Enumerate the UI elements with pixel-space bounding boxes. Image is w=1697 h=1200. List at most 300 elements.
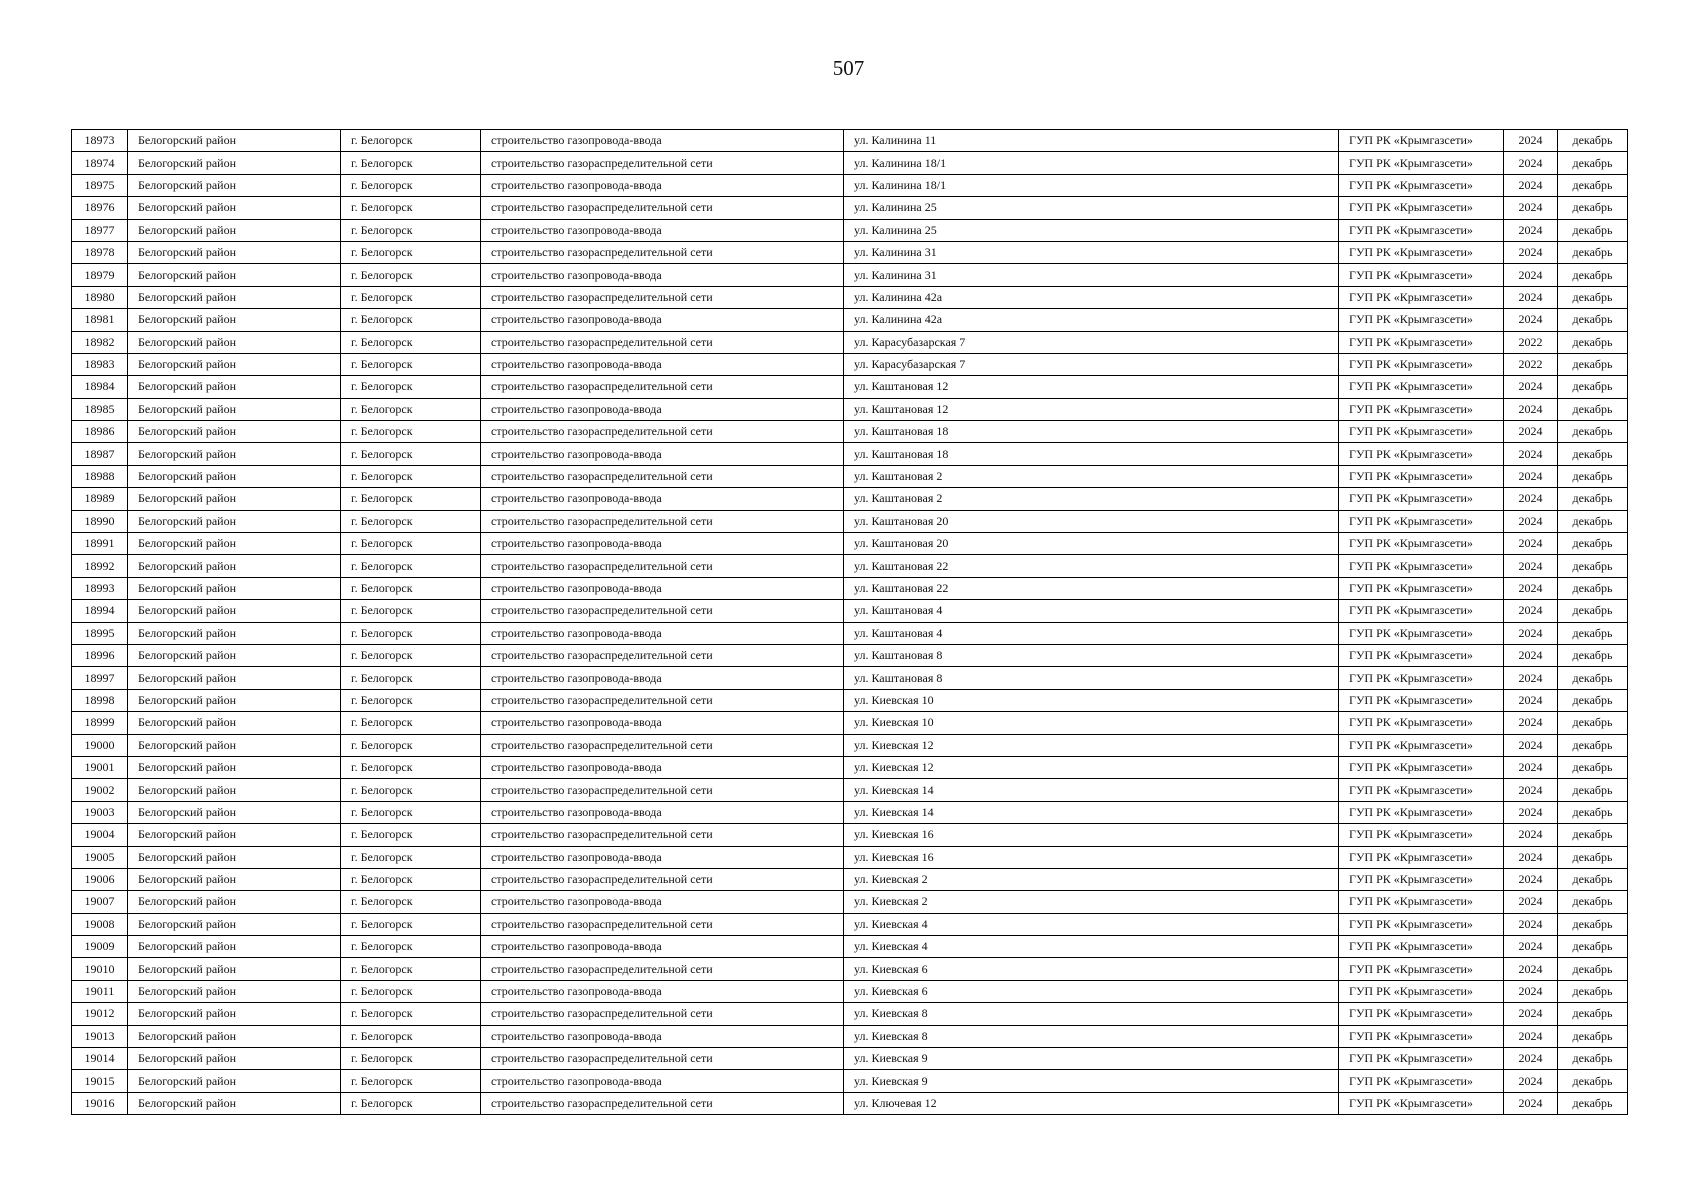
year-cell: 2024	[1504, 309, 1558, 331]
page-number: 507	[832, 56, 865, 80]
work-type-cell: строительство газопровода-ввода	[481, 219, 844, 241]
month-cell: декабрь	[1558, 309, 1628, 331]
row-number-cell: 19006	[72, 868, 128, 890]
work-type-cell: строительство газопровода-ввода	[481, 353, 844, 375]
table-row	[72, 846, 1628, 868]
address-cell: ул. Киевская 8	[844, 1003, 1339, 1025]
year-cell: 2024	[1504, 779, 1558, 801]
district-cell: Белогорский район	[128, 376, 341, 398]
table-row	[72, 309, 1628, 331]
district-cell: Белогорский район	[128, 421, 341, 443]
table-row	[72, 868, 1628, 890]
work-type-cell: строительство газопровода-ввода	[481, 577, 844, 599]
year-cell: 2024	[1504, 958, 1558, 980]
contractor-cell: ГУП РК «Крымгазсети»	[1339, 891, 1504, 913]
row-number-cell: 19003	[72, 801, 128, 823]
settlement-cell: г. Белогорск	[341, 891, 481, 913]
table-row	[72, 353, 1628, 375]
month-cell: декабрь	[1558, 398, 1628, 420]
district-cell: Белогорский район	[128, 510, 341, 532]
year-cell: 2024	[1504, 734, 1558, 756]
contractor-cell: ГУП РК «Крымгазсети»	[1339, 331, 1504, 353]
row-number-cell: 19007	[72, 891, 128, 913]
settlement-cell: г. Белогорск	[341, 1092, 481, 1114]
year-cell: 2024	[1504, 868, 1558, 890]
district-cell: Белогорский район	[128, 353, 341, 375]
table-row	[72, 1003, 1628, 1025]
district-cell: Белогорский район	[128, 1048, 341, 1070]
table-row	[72, 958, 1628, 980]
settlement-cell: г. Белогорск	[341, 1070, 481, 1092]
address-cell: ул. Киевская 9	[844, 1070, 1339, 1092]
contractor-cell: ГУП РК «Крымгазсети»	[1339, 197, 1504, 219]
district-cell: Белогорский район	[128, 1070, 341, 1092]
year-cell: 2024	[1504, 174, 1558, 196]
row-number-cell: 18974	[72, 152, 128, 174]
work-type-cell: строительство газораспределительной сети	[481, 376, 844, 398]
work-type-cell: строительство газопровода-ввода	[481, 667, 844, 689]
work-type-cell: строительство газопровода-ввода	[481, 488, 844, 510]
district-cell: Белогорский район	[128, 398, 341, 420]
table-row	[72, 600, 1628, 622]
table-row	[72, 130, 1628, 152]
contractor-cell: ГУП РК «Крымгазсети»	[1339, 555, 1504, 577]
row-number-cell: 19001	[72, 756, 128, 778]
address-cell: ул. Киевская 9	[844, 1048, 1339, 1070]
table-row	[72, 936, 1628, 958]
row-number-cell: 18990	[72, 510, 128, 532]
work-type-cell: строительство газораспределительной сети	[481, 779, 844, 801]
work-type-cell: строительство газопровода-ввода	[481, 936, 844, 958]
address-cell: ул. Карасубазарская 7	[844, 353, 1339, 375]
work-type-cell: строительство газопровода-ввода	[481, 756, 844, 778]
address-cell: ул. Каштановая 8	[844, 644, 1339, 666]
row-number-cell: 19009	[72, 936, 128, 958]
contractor-cell: ГУП РК «Крымгазсети»	[1339, 846, 1504, 868]
month-cell: декабрь	[1558, 1092, 1628, 1114]
work-type-cell: строительство газораспределительной сети	[481, 197, 844, 219]
table-row	[72, 286, 1628, 308]
row-number-cell: 19011	[72, 980, 128, 1002]
contractor-cell: ГУП РК «Крымгазсети»	[1339, 376, 1504, 398]
row-number-cell: 18973	[72, 130, 128, 152]
settlement-cell: г. Белогорск	[341, 152, 481, 174]
settlement-cell: г. Белогорск	[341, 980, 481, 1002]
table-row	[72, 891, 1628, 913]
year-cell: 2024	[1504, 913, 1558, 935]
work-type-cell: строительство газопровода-ввода	[481, 130, 844, 152]
row-number-cell: 19013	[72, 1025, 128, 1047]
work-type-cell: строительство газопровода-ввода	[481, 1070, 844, 1092]
month-cell: декабрь	[1558, 533, 1628, 555]
work-type-cell: строительство газораспределительной сети	[481, 1003, 844, 1025]
work-type-cell: строительство газопровода-ввода	[481, 622, 844, 644]
year-cell: 2024	[1504, 622, 1558, 644]
row-number-cell: 18981	[72, 309, 128, 331]
address-cell: ул. Каштановая 20	[844, 533, 1339, 555]
district-cell: Белогорский район	[128, 644, 341, 666]
year-cell: 2024	[1504, 1092, 1558, 1114]
table-row	[72, 510, 1628, 532]
row-number-cell: 18988	[72, 465, 128, 487]
settlement-cell: г. Белогорск	[341, 130, 481, 152]
month-cell: декабрь	[1558, 465, 1628, 487]
table-row	[72, 1092, 1628, 1114]
district-cell: Белогорский район	[128, 801, 341, 823]
settlement-cell: г. Белогорск	[341, 219, 481, 241]
row-number-cell: 18989	[72, 488, 128, 510]
row-number-cell: 18975	[72, 174, 128, 196]
work-type-cell: строительство газораспределительной сети	[481, 241, 844, 263]
table-body	[72, 130, 1628, 1115]
table-row	[72, 555, 1628, 577]
address-cell: ул. Киевская 12	[844, 734, 1339, 756]
contractor-cell: ГУП РК «Крымгазсети»	[1339, 398, 1504, 420]
work-type-cell: строительство газораспределительной сети	[481, 689, 844, 711]
year-cell: 2024	[1504, 264, 1558, 286]
row-number-cell: 18983	[72, 353, 128, 375]
year-cell: 2024	[1504, 533, 1558, 555]
district-cell: Белогорский район	[128, 264, 341, 286]
district-cell: Белогорский район	[128, 533, 341, 555]
row-number-cell: 18995	[72, 622, 128, 644]
settlement-cell: г. Белогорск	[341, 846, 481, 868]
table-row	[72, 779, 1628, 801]
work-type-cell: строительство газопровода-ввода	[481, 846, 844, 868]
district-cell: Белогорский район	[128, 980, 341, 1002]
contractor-cell: ГУП РК «Крымгазсети»	[1339, 488, 1504, 510]
address-cell: ул. Калинина 42а	[844, 309, 1339, 331]
year-cell: 2024	[1504, 712, 1558, 734]
district-cell: Белогорский район	[128, 667, 341, 689]
address-cell: ул. Каштановая 4	[844, 622, 1339, 644]
year-cell: 2024	[1504, 1025, 1558, 1047]
address-cell: ул. Киевская 14	[844, 801, 1339, 823]
row-number-cell: 19014	[72, 1048, 128, 1070]
contractor-cell: ГУП РК «Крымгазсети»	[1339, 622, 1504, 644]
district-cell: Белогорский район	[128, 936, 341, 958]
table-row	[72, 1048, 1628, 1070]
month-cell: декабрь	[1558, 644, 1628, 666]
month-cell: декабрь	[1558, 510, 1628, 532]
year-cell: 2024	[1504, 1048, 1558, 1070]
settlement-cell: г. Белогорск	[341, 488, 481, 510]
table-row	[72, 801, 1628, 823]
year-cell: 2022	[1504, 353, 1558, 375]
address-cell: ул. Каштановая 18	[844, 443, 1339, 465]
work-type-cell: строительство газораспределительной сети	[481, 1048, 844, 1070]
contractor-cell: ГУП РК «Крымгазсети»	[1339, 600, 1504, 622]
contractor-cell: ГУП РК «Крымгазсети»	[1339, 1048, 1504, 1070]
table-row	[72, 152, 1628, 174]
work-type-cell: строительство газораспределительной сети	[481, 868, 844, 890]
row-number-cell: 18980	[72, 286, 128, 308]
settlement-cell: г. Белогорск	[341, 577, 481, 599]
table-row	[72, 913, 1628, 935]
district-cell: Белогорский район	[128, 689, 341, 711]
row-number-cell: 18982	[72, 331, 128, 353]
district-cell: Белогорский район	[128, 958, 341, 980]
settlement-cell: г. Белогорск	[341, 734, 481, 756]
month-cell: декабрь	[1558, 1025, 1628, 1047]
month-cell: декабрь	[1558, 152, 1628, 174]
address-cell: ул. Киевская 14	[844, 779, 1339, 801]
contractor-cell: ГУП РК «Крымгазсети»	[1339, 913, 1504, 935]
address-cell: ул. Каштановая 22	[844, 555, 1339, 577]
settlement-cell: г. Белогорск	[341, 779, 481, 801]
district-cell: Белогорский район	[128, 913, 341, 935]
year-cell: 2024	[1504, 846, 1558, 868]
settlement-cell: г. Белогорск	[341, 286, 481, 308]
table-row	[72, 756, 1628, 778]
work-type-cell: строительство газопровода-ввода	[481, 801, 844, 823]
table-row	[72, 689, 1628, 711]
month-cell: декабрь	[1558, 913, 1628, 935]
table-row	[72, 241, 1628, 263]
row-number-cell: 18996	[72, 644, 128, 666]
table-row	[72, 488, 1628, 510]
settlement-cell: г. Белогорск	[341, 689, 481, 711]
settlement-cell: г. Белогорск	[341, 1003, 481, 1025]
address-cell: ул. Каштановая 8	[844, 667, 1339, 689]
table-row	[72, 264, 1628, 286]
settlement-cell: г. Белогорск	[341, 801, 481, 823]
contractor-cell: ГУП РК «Крымгазсети»	[1339, 801, 1504, 823]
row-number-cell: 18978	[72, 241, 128, 263]
district-cell: Белогорский район	[128, 600, 341, 622]
year-cell: 2024	[1504, 421, 1558, 443]
settlement-cell: г. Белогорск	[341, 241, 481, 263]
contractor-cell: ГУП РК «Крымгазсети»	[1339, 443, 1504, 465]
settlement-cell: г. Белогорск	[341, 913, 481, 935]
year-cell: 2024	[1504, 801, 1558, 823]
work-type-cell: строительство газораспределительной сети	[481, 1092, 844, 1114]
month-cell: декабрь	[1558, 241, 1628, 263]
table-row	[72, 712, 1628, 734]
row-number-cell: 18976	[72, 197, 128, 219]
district-cell: Белогорский район	[128, 219, 341, 241]
contractor-cell: ГУП РК «Крымгазсети»	[1339, 958, 1504, 980]
row-number-cell: 19016	[72, 1092, 128, 1114]
row-number-cell: 18992	[72, 555, 128, 577]
settlement-cell: г. Белогорск	[341, 309, 481, 331]
year-cell: 2024	[1504, 936, 1558, 958]
address-cell: ул. Киевская 10	[844, 712, 1339, 734]
address-cell: ул. Каштановая 20	[844, 510, 1339, 532]
row-number-cell: 18984	[72, 376, 128, 398]
settlement-cell: г. Белогорск	[341, 510, 481, 532]
month-cell: декабрь	[1558, 286, 1628, 308]
table-row	[72, 443, 1628, 465]
contractor-cell: ГУП РК «Крымгазсети»	[1339, 980, 1504, 1002]
work-type-cell: строительство газопровода-ввода	[481, 398, 844, 420]
contractor-cell: ГУП РК «Крымгазсети»	[1339, 264, 1504, 286]
month-cell: декабрь	[1558, 376, 1628, 398]
contractor-cell: ГУП РК «Крымгазсети»	[1339, 689, 1504, 711]
contractor-cell: ГУП РК «Крымгазсети»	[1339, 533, 1504, 555]
year-cell: 2024	[1504, 510, 1558, 532]
row-number-cell: 18986	[72, 421, 128, 443]
table-row	[72, 398, 1628, 420]
work-type-cell: строительство газопровода-ввода	[481, 533, 844, 555]
month-cell: декабрь	[1558, 936, 1628, 958]
settlement-cell: г. Белогорск	[341, 1025, 481, 1047]
month-cell: декабрь	[1558, 130, 1628, 152]
settlement-cell: г. Белогорск	[341, 1048, 481, 1070]
row-number-cell: 19010	[72, 958, 128, 980]
settlement-cell: г. Белогорск	[341, 644, 481, 666]
address-cell: ул. Калинина 18/1	[844, 152, 1339, 174]
month-cell: декабрь	[1558, 197, 1628, 219]
year-cell: 2024	[1504, 465, 1558, 487]
address-cell: ул. Карасубазарская 7	[844, 331, 1339, 353]
contractor-cell: ГУП РК «Крымгазсети»	[1339, 824, 1504, 846]
year-cell: 2024	[1504, 398, 1558, 420]
settlement-cell: г. Белогорск	[341, 465, 481, 487]
contractor-cell: ГУП РК «Крымгазсети»	[1339, 734, 1504, 756]
work-type-cell: строительство газопровода-ввода	[481, 980, 844, 1002]
month-cell: декабрь	[1558, 958, 1628, 980]
work-type-cell: строительство газопровода-ввода	[481, 264, 844, 286]
contractor-cell: ГУП РК «Крымгазсети»	[1339, 219, 1504, 241]
address-cell: ул. Калинина 25	[844, 219, 1339, 241]
table-row	[72, 577, 1628, 599]
settlement-cell: г. Белогорск	[341, 600, 481, 622]
month-cell: декабрь	[1558, 555, 1628, 577]
table-row	[72, 1070, 1628, 1092]
address-cell: ул. Киевская 16	[844, 846, 1339, 868]
work-type-cell: строительство газораспределительной сети	[481, 555, 844, 577]
year-cell: 2024	[1504, 1003, 1558, 1025]
month-cell: декабрь	[1558, 801, 1628, 823]
district-cell: Белогорский район	[128, 286, 341, 308]
table-row	[72, 219, 1628, 241]
work-type-cell: строительство газопровода-ввода	[481, 712, 844, 734]
address-cell: ул. Киевская 2	[844, 891, 1339, 913]
year-cell: 2022	[1504, 331, 1558, 353]
year-cell: 2024	[1504, 980, 1558, 1002]
month-cell: декабрь	[1558, 756, 1628, 778]
table-row	[72, 734, 1628, 756]
settlement-cell: г. Белогорск	[341, 174, 481, 196]
row-number-cell: 18999	[72, 712, 128, 734]
work-type-cell: строительство газораспределительной сети	[481, 331, 844, 353]
table-row	[72, 667, 1628, 689]
month-cell: декабрь	[1558, 980, 1628, 1002]
row-number-cell: 18993	[72, 577, 128, 599]
contractor-cell: ГУП РК «Крымгазсети»	[1339, 510, 1504, 532]
address-cell: ул. Калинина 25	[844, 197, 1339, 219]
settlement-cell: г. Белогорск	[341, 443, 481, 465]
year-cell: 2024	[1504, 891, 1558, 913]
settlement-cell: г. Белогорск	[341, 756, 481, 778]
month-cell: декабрь	[1558, 331, 1628, 353]
district-cell: Белогорский район	[128, 824, 341, 846]
address-cell: ул. Калинина 18/1	[844, 174, 1339, 196]
year-cell: 2024	[1504, 376, 1558, 398]
contractor-cell: ГУП РК «Крымгазсети»	[1339, 779, 1504, 801]
month-cell: декабрь	[1558, 1048, 1628, 1070]
settlement-cell: г. Белогорск	[341, 353, 481, 375]
contractor-cell: ГУП РК «Крымгазсети»	[1339, 286, 1504, 308]
district-cell: Белогорский район	[128, 1092, 341, 1114]
district-cell: Белогорский район	[128, 779, 341, 801]
district-cell: Белогорский район	[128, 130, 341, 152]
month-cell: декабрь	[1558, 1070, 1628, 1092]
address-cell: ул. Калинина 31	[844, 264, 1339, 286]
work-type-cell: строительство газораспределительной сети	[481, 644, 844, 666]
table-row	[72, 622, 1628, 644]
table-row	[72, 533, 1628, 555]
year-cell: 2024	[1504, 667, 1558, 689]
work-type-cell: строительство газораспределительной сети	[481, 510, 844, 532]
work-type-cell: строительство газораспределительной сети	[481, 913, 844, 935]
district-cell: Белогорский район	[128, 197, 341, 219]
row-number-cell: 18998	[72, 689, 128, 711]
row-number-cell: 18977	[72, 219, 128, 241]
work-type-cell: строительство газопровода-ввода	[481, 174, 844, 196]
settlement-cell: г. Белогорск	[341, 421, 481, 443]
contractor-cell: ГУП РК «Крымгазсети»	[1339, 353, 1504, 375]
settlement-cell: г. Белогорск	[341, 197, 481, 219]
work-type-cell: строительство газораспределительной сети	[481, 734, 844, 756]
contractor-cell: ГУП РК «Крымгазсети»	[1339, 868, 1504, 890]
settlement-cell: г. Белогорск	[341, 958, 481, 980]
district-cell: Белогорский район	[128, 1003, 341, 1025]
address-cell: ул. Киевская 8	[844, 1025, 1339, 1047]
district-cell: Белогорский район	[128, 152, 341, 174]
district-cell: Белогорский район	[128, 734, 341, 756]
contractor-cell: ГУП РК «Крымгазсети»	[1339, 130, 1504, 152]
contractor-cell: ГУП РК «Крымгазсети»	[1339, 936, 1504, 958]
address-cell: ул. Каштановая 18	[844, 421, 1339, 443]
address-cell: ул. Киевская 16	[844, 824, 1339, 846]
work-type-cell: строительство газораспределительной сети	[481, 600, 844, 622]
district-cell: Белогорский район	[128, 443, 341, 465]
settlement-cell: г. Белогорск	[341, 264, 481, 286]
address-cell: ул. Киевская 4	[844, 913, 1339, 935]
row-number-cell: 18979	[72, 264, 128, 286]
contractor-cell: ГУП РК «Крымгазсети»	[1339, 1003, 1504, 1025]
work-type-cell: строительство газопровода-ввода	[481, 443, 844, 465]
year-cell: 2024	[1504, 555, 1558, 577]
month-cell: декабрь	[1558, 600, 1628, 622]
month-cell: декабрь	[1558, 891, 1628, 913]
month-cell: декабрь	[1558, 421, 1628, 443]
row-number-cell: 18991	[72, 533, 128, 555]
month-cell: декабрь	[1558, 824, 1628, 846]
work-type-cell: строительство газораспределительной сети	[481, 421, 844, 443]
settlement-cell: г. Белогорск	[341, 622, 481, 644]
month-cell: декабрь	[1558, 577, 1628, 599]
contractor-cell: ГУП РК «Крымгазсети»	[1339, 174, 1504, 196]
address-cell: ул. Киевская 12	[844, 756, 1339, 778]
row-number-cell: 19015	[72, 1070, 128, 1092]
work-type-cell: строительство газопровода-ввода	[481, 309, 844, 331]
row-number-cell: 18997	[72, 667, 128, 689]
year-cell: 2024	[1504, 488, 1558, 510]
row-number-cell: 18985	[72, 398, 128, 420]
address-cell: ул. Киевская 10	[844, 689, 1339, 711]
address-cell: ул. Ключевая 12	[844, 1092, 1339, 1114]
table-row	[72, 421, 1628, 443]
district-cell: Белогорский район	[128, 1025, 341, 1047]
address-cell: ул. Каштановая 2	[844, 488, 1339, 510]
settlement-cell: г. Белогорск	[341, 533, 481, 555]
month-cell: декабрь	[1558, 1003, 1628, 1025]
year-cell: 2024	[1504, 130, 1558, 152]
month-cell: декабрь	[1558, 219, 1628, 241]
